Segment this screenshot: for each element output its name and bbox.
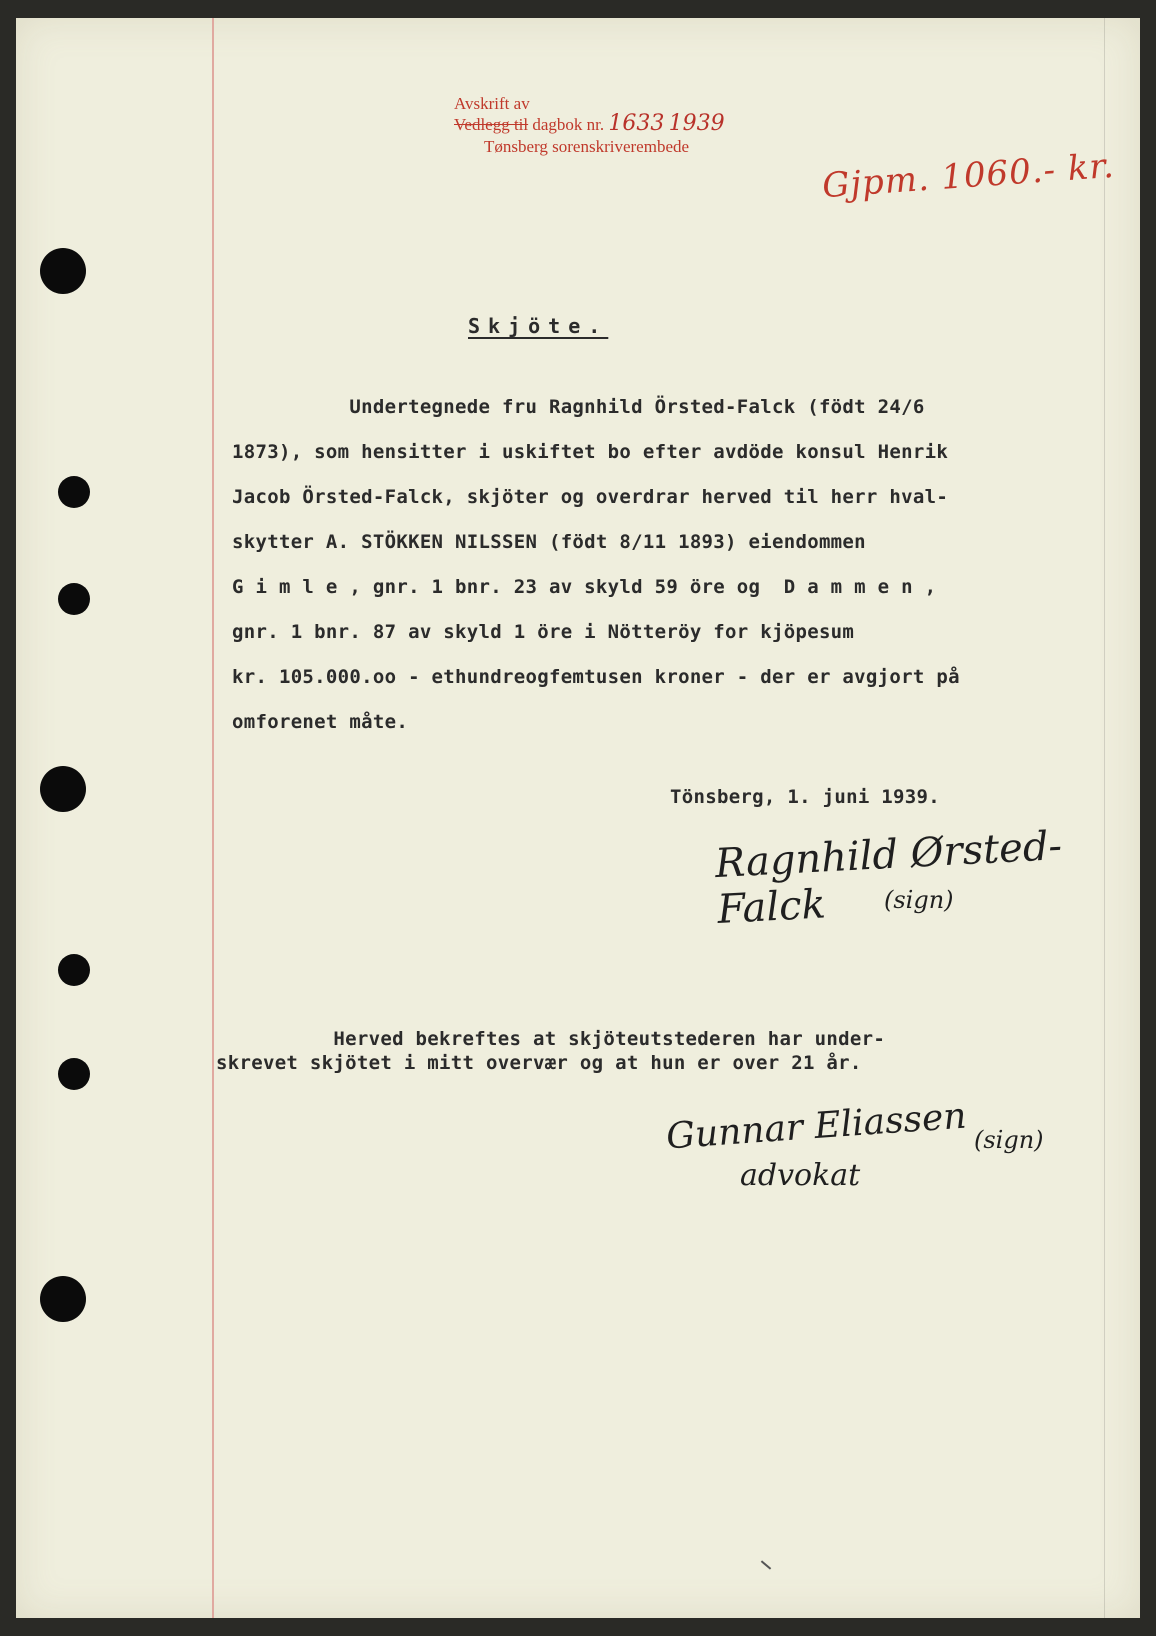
body-line: omforenet måte. (232, 711, 409, 733)
body-line: Jacob Örsted-Falck, skjöter og overdrar herved til herr hval- (232, 486, 949, 508)
body-line: kr. 105.000.oo - ethundreogfemtusen kroner - der er avgjort på (232, 666, 960, 688)
attest-line: skrevet skjötet i mitt overvær og at hun er over 21 år. (216, 1052, 862, 1074)
body-line: G i m l e , gnr. 1 bnr. 23 av skyld 59 öre og D a m m e n , (232, 576, 937, 598)
punch-hole (58, 1058, 90, 1090)
place-date: Tönsberg, 1. juni 1939. (670, 786, 940, 808)
punch-hole (58, 476, 90, 508)
stamp-dagbok: dagbok nr. (532, 115, 605, 134)
signature-note: (sign) (974, 1126, 1044, 1154)
punch-hole (40, 766, 86, 812)
body-line: Undertegnede fru Ragnhild Örsted-Falck (födt 24/6 (232, 396, 925, 418)
stamp-office: Tønsberg sorenskriverembede (484, 137, 690, 156)
stamp-year: 1939 (668, 111, 725, 136)
signature-ragnhild: Ragnhild Ørsted-Falck (713, 822, 1064, 934)
registry-stamp (454, 94, 725, 157)
punch-hole (58, 954, 90, 986)
body-line: gnr. 1 bnr. 87 av skyld 1 öre i Nötteröy for kjöpesum (232, 621, 855, 643)
document-page (16, 18, 1140, 1618)
signature-eliassen: Gunnar Eliassen (664, 1095, 968, 1158)
signature-note: (sign) (884, 886, 954, 914)
stamp-number: 1633 (608, 111, 665, 136)
right-margin-line (1104, 18, 1105, 1618)
stamp-avskrift: Avskrift av (454, 94, 530, 113)
fee-note: Gjpm. 1060.- kr. (820, 145, 1116, 207)
margin-line (212, 18, 214, 1618)
body-line: skytter A. STÖKKEN NILSSEN (födt 8/11 1893) eiendommen (232, 531, 866, 553)
punch-hole (40, 248, 86, 294)
attest-line: Herved bekreftes at skjöteutstederen har under- (216, 1028, 886, 1050)
body-line: 1873), som hensitter i uskiftet bo efter avdöde konsul Henrik (232, 441, 949, 463)
punch-hole (40, 1276, 86, 1322)
pencil-mark (761, 1560, 771, 1569)
document-title: Skjöte. (468, 314, 609, 338)
stamp-vedlegg: Vedlegg til (454, 115, 529, 134)
signature-title: advokat (740, 1158, 861, 1193)
punch-hole (58, 583, 90, 615)
